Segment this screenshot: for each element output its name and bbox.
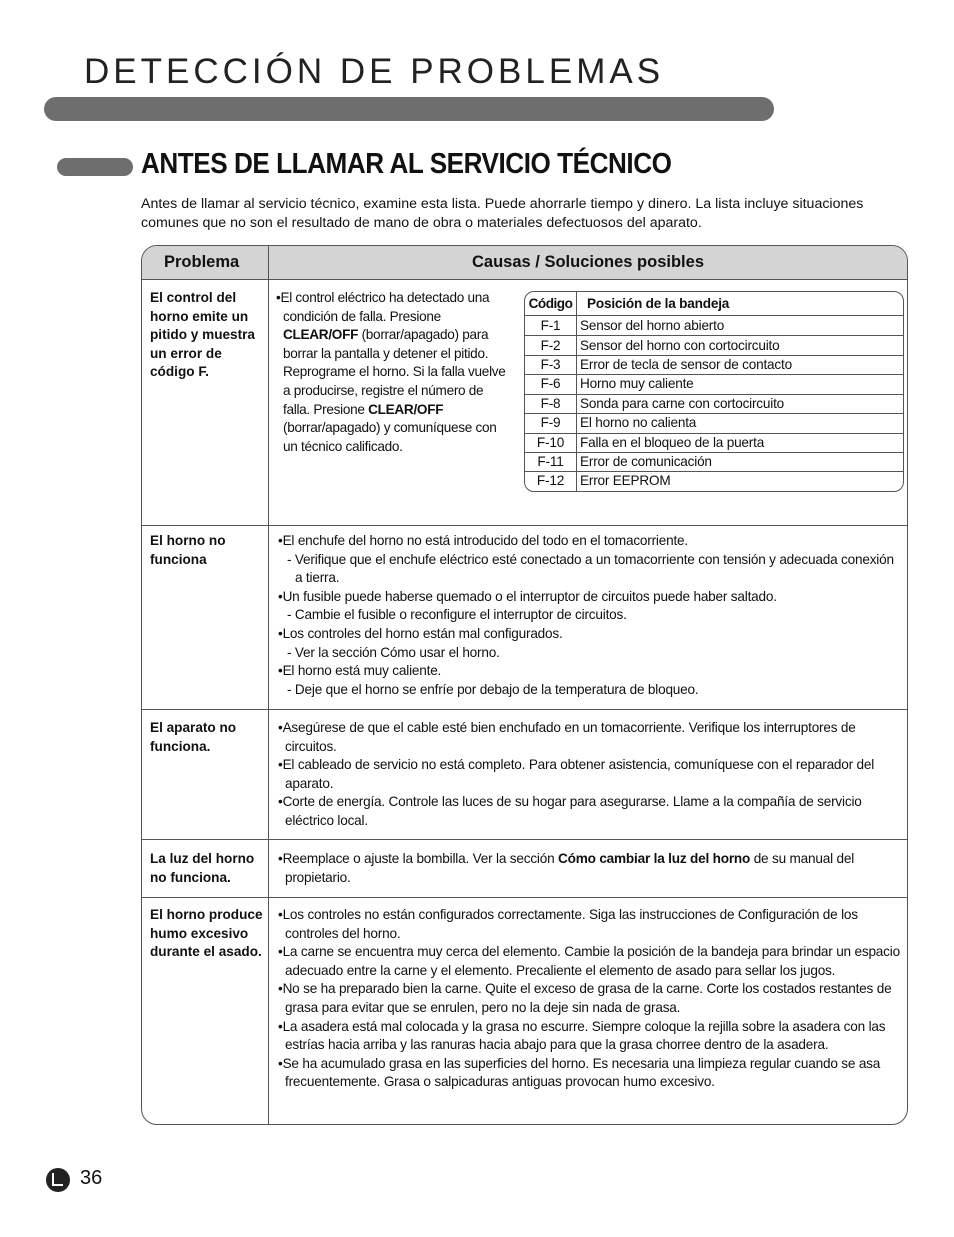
row-divider [142,709,907,710]
code-row: F-2 Sensor del horno con cortocircuito [540,338,780,353]
code-row: F-10 Falla en el bloqueo de la puerta [536,435,765,450]
causes-appliance-not-working: •Asegúrese de que el cable esté bien enchufado en un tomacorriente. Verifique los interruptores de circuitos. •El cableado de servicio no está completo. Para obtener asistencia, comuníquese con el reparador del aparato. •Corte de energía. Controle las luces de su hogar para asegurarse. Llame a la compañía de servicio eléctrico local. [278,720,875,828]
intro-text: Antes de llamar al servicio técnico, examine esta lista. Puede ahorrarle tiempo y dinero. La lista incluye situaciones comunes que no son el resultado de mano de obra o materiales defectuosos del aparato. [141,196,864,231]
lg-logo-icon [46,1168,70,1192]
header-causes: Causas / Soluciones posibles [472,253,704,271]
troubleshooting-table [141,245,908,1125]
code-row: F-12 Error EEPROM [536,473,671,488]
page-title: DETECCIÓN DE PROBLEMAS [84,52,665,91]
error-code-table [524,291,904,492]
problem-excess-smoke: El horno produce humo excesivo durante el asado. [150,907,263,960]
code-row: F-11 Error de comunicación [537,454,712,469]
causes-oven-not-working: •El enchufe del horno no está introducido del todo en el tomacorriente. - Verifique que el enchufe eléctrico esté conectado a un tomacorriente con tensión y adecuada conexión a tierra. •Un fusible puede haberse quemado o el interruptor de circuitos puede haber saltado. - Cambie el fusible o reconfigure el interruptor de circuitos. •Los controles del horno están mal configurados. - Ver la sección Cómo usar el horno. •El horno está muy caliente. - Deje que el horno se enfríe por debajo de la temperatura de bloqueo. [278,533,894,697]
page-number: 36 [80,1167,103,1189]
code-row: F-1 Sensor del horno abierto [540,318,725,333]
row-divider [142,839,907,840]
row-divider [142,897,907,898]
code-row: F-3 Error de tecla de sensor de contacto [540,357,792,372]
section-title: ANTES DE LLAMAR AL SERVICIO TÉCNICO [141,148,672,180]
column-divider [268,246,269,1124]
problem-light-not-working: La luz del horno no funciona. [150,851,255,885]
table-header [142,246,907,280]
header-problem: Problema [164,253,240,271]
section-pill [57,158,133,176]
code-row: F-6 Horno muy caliente [540,376,694,391]
f-code-description: •El control eléctrico ha detectado una condición de falla. Presione CLEAR/OFF (borrar/apagado) para borrar la pantalla y detener el pitido. Reprograme el horno. Si la falla vuelve a producirse, registre el número de falla. Presione CLEAR/OFF (borrar/apagado) y comuníquese con un técnico calificado. [276,290,506,454]
causes-light-not-working: •Reemplace o ajuste la bombilla. Ver la sección Cómo cambiar la luz del horno de su manual del propietario. [278,851,855,885]
problem-appliance-not-working: El aparato no funciona. [150,720,237,754]
problem-oven-not-working: El horno no funciona [150,533,226,567]
causes-excess-smoke: •Los controles no están configurados correctamente. Siga las instrucciones de Configuración de los controles del horno. •La carne se encuentra muy cerca del elemento. Cambie la posición de la bandeja para brindar un espacio adecuado entre la carne y el elemento. Precaliente el elemento de asado para sellar los jugos. •No se ha preparado bien la carne. Quite el exceso de grasa de la carne. Corte los costados restantes de grasa para evitar que se enrulen, pero no la deje sin nada de grasa. •La asadera está mal colocada y la grasa no escurre. Siempre coloque la rejilla sobre la asadera con las estrías hacia arriba y las ranuras hacia abajo para que la grasa chorree dentro de la asadera. •Se ha acumulado grasa en las superficies del horno. Es necesaria una limpieza regular cuando se asa frecuentemente. Grasa o salpicaduras antiguas provocan humo excesivo. [278,907,900,1090]
code-row: F-9 El horno no calienta [540,415,697,430]
title-bar [44,97,774,121]
problem-f-code: El control del horno emite un pitido y muestra un error de código F. [150,290,255,380]
code-table-header: Código Posición de la bandeja [528,296,730,311]
code-row: F-8 Sonda para carne con cortocircuito [540,396,785,411]
row-divider [142,525,907,526]
